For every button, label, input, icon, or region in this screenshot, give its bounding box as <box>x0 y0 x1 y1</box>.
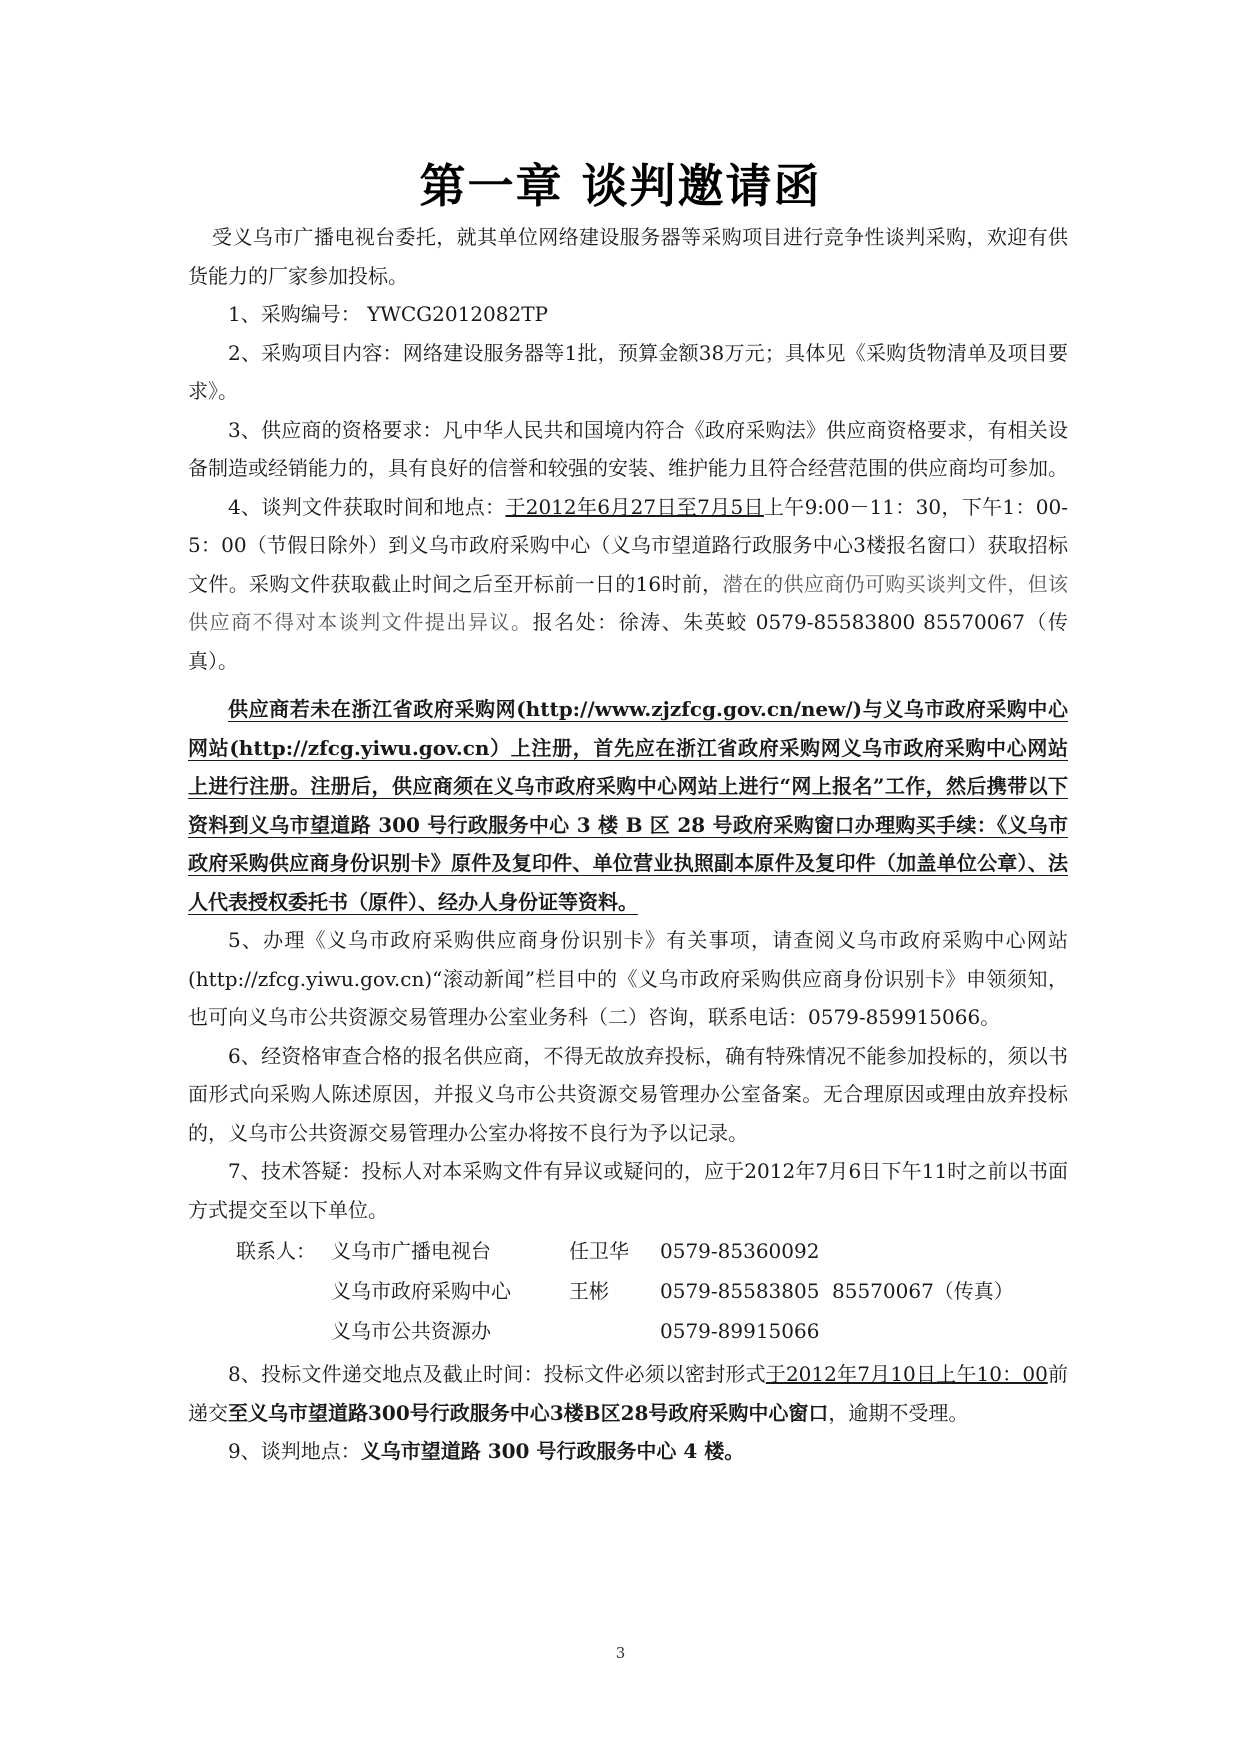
contact-org: 义乌市广播电视台 <box>331 1239 491 1263</box>
contact-org: 义乌市公共资源办 <box>331 1319 491 1343</box>
contact-row <box>188 1231 1068 1271</box>
item-8-tail: ，逾期不受理。 <box>828 1400 969 1425</box>
item-4-lead: 4、谈判文件获取时间和地点： <box>228 494 506 519</box>
document-body <box>188 218 1068 1471</box>
contact-row <box>188 1271 1068 1311</box>
contacts-table <box>188 1231 1068 1351</box>
item-4-note: 潜在的供应商仍可购买谈判文件，但该供应商不得对本谈判文件提出异议。 <box>188 571 1069 634</box>
intro-line-2: 欢迎有供货能力的厂家参加投标。 <box>188 225 1069 288</box>
item-9-place: 义乌市望道路 300 号行政服务中心 4 楼。 <box>360 1439 745 1463</box>
item-6: 6、经资格审查合格的报名供应商，不得无故放弃投标，确有特殊情况不能参加投标的，须以书面形式向采购人陈述原因，并报义乌市公共资源交易管理办公室备案。无合理原因或理由放弃投标的，义乌市公共资源交易管理办公室办将按不良行为予以记录。 <box>188 1043 1068 1145</box>
contact-phone: 0579-85583805 <box>660 1279 820 1303</box>
item-8-deadline: 于2012年7月10日上午10：00 <box>765 1362 1048 1386</box>
item-2: 2、采购项目内容：网络建设服务器等1批，预算金额38万元；具体见《采购货物清单及项目要求》。 <box>188 340 1068 403</box>
contact-person: 王彬 <box>569 1279 609 1303</box>
item-8-place: 至义乌市望道路300号行政服务中心3楼B区28号政府采购中心窗口 <box>228 1400 829 1425</box>
intro-paragraph <box>188 218 1068 295</box>
item-4-date-range: 于2012年6月27日至7月5日 <box>505 494 764 519</box>
registration-notice <box>188 690 1068 921</box>
contact-phone: 0579-89915066 <box>660 1319 820 1343</box>
item-8-mid: 前递交 <box>188 1362 1068 1425</box>
item-8 <box>188 1355 1068 1432</box>
item-8-lead: 8、投标文件递交地点及截止时间：投标文件必须以密封形式 <box>228 1362 766 1386</box>
contact-row <box>188 1311 1068 1351</box>
intro-line-1: 受义乌市广播电视台委托，就其单位网络建设服务器等采购项目进行竞争性谈判采购， <box>212 225 987 249</box>
item-4-contact: 报名处：徐涛、朱英蛟 0579-85583800 85570067（传真）。 <box>188 610 1069 673</box>
item-9-lead: 9、谈判地点： <box>228 1439 361 1463</box>
item-1: 1、采购编号： YWCG2012082TP <box>228 302 548 326</box>
contact-phone: 0579-85360092 <box>660 1239 820 1263</box>
item-4 <box>188 488 1068 681</box>
page-number: 3 <box>615 1644 626 1662</box>
item-3: 3、供应商的资格要求：凡中华人民共和国境内符合《政府采购法》供应商资格要求，有相关设备制造或经销能力的，具有良好的信誉和较强的安装、维护能力且符合经营范围的供应商均可参加。 <box>188 417 1068 480</box>
contact-person: 任卫华 <box>569 1239 629 1263</box>
contact-label: 联系人： <box>236 1239 316 1263</box>
contact-org: 义乌市政府采购中心 <box>331 1279 511 1303</box>
item-4-rest: 上午9:00－11：30，下午1：00-5：00（节假日除外）到义乌市政府采购中心（义乌市望道路行政服务中心3楼报名窗口）获取招标文件。采购文件获取截止时间之后至开标前一日的16时前， <box>188 494 1068 596</box>
page-title: 第一章 谈判邀请函 <box>419 159 822 213</box>
contact-fax: 85570067（传真） <box>832 1279 1014 1303</box>
item-5: 5、办理《义乌市政府采购供应商身份识别卡》有关事项，请查阅义乌市政府采购中心网站(http://zfcg.yiwu.gov.cn)“滚动新闻”栏目中的《义乌市政府采购供应商身份识别卡》申领须知，也可向义乌市公共资源交易管理办公室业务科（二）咨询，联系电话：0579-859915066。 <box>188 928 1068 1029</box>
item-9 <box>188 1432 1068 1471</box>
registration-notice-text: 供应商若未在浙江省政府采购网(http://www.zjzfcg.gov.cn/new/)与义乌市政府采购中心网站(http://zfcg.yiwu.gov.cn）上注册，首先应在浙江省政府采购网义乌市政府采购中心网站上进行注册。注册后，供应商须在义乌市政府采购中心网站上进行“网上报名”工作，然后携带以下资料到义乌市望道路 300 号行政服务中心 3 楼 B 区 28 号政府采购窗口办理购买手续：《义乌市政府采购供应商身份识别卡》原件及复印件、单位营业执照副本原件及复印件（加盖单位公章）、法人代表授权委托书（原件）、经办人身份证等资料。 <box>188 697 1068 914</box>
item-7: 7、技术答疑：投标人对本采购文件有异议或疑问的，应于2012年7月6日下午11时之前以书面方式提交至以下单位。 <box>188 1159 1068 1222</box>
